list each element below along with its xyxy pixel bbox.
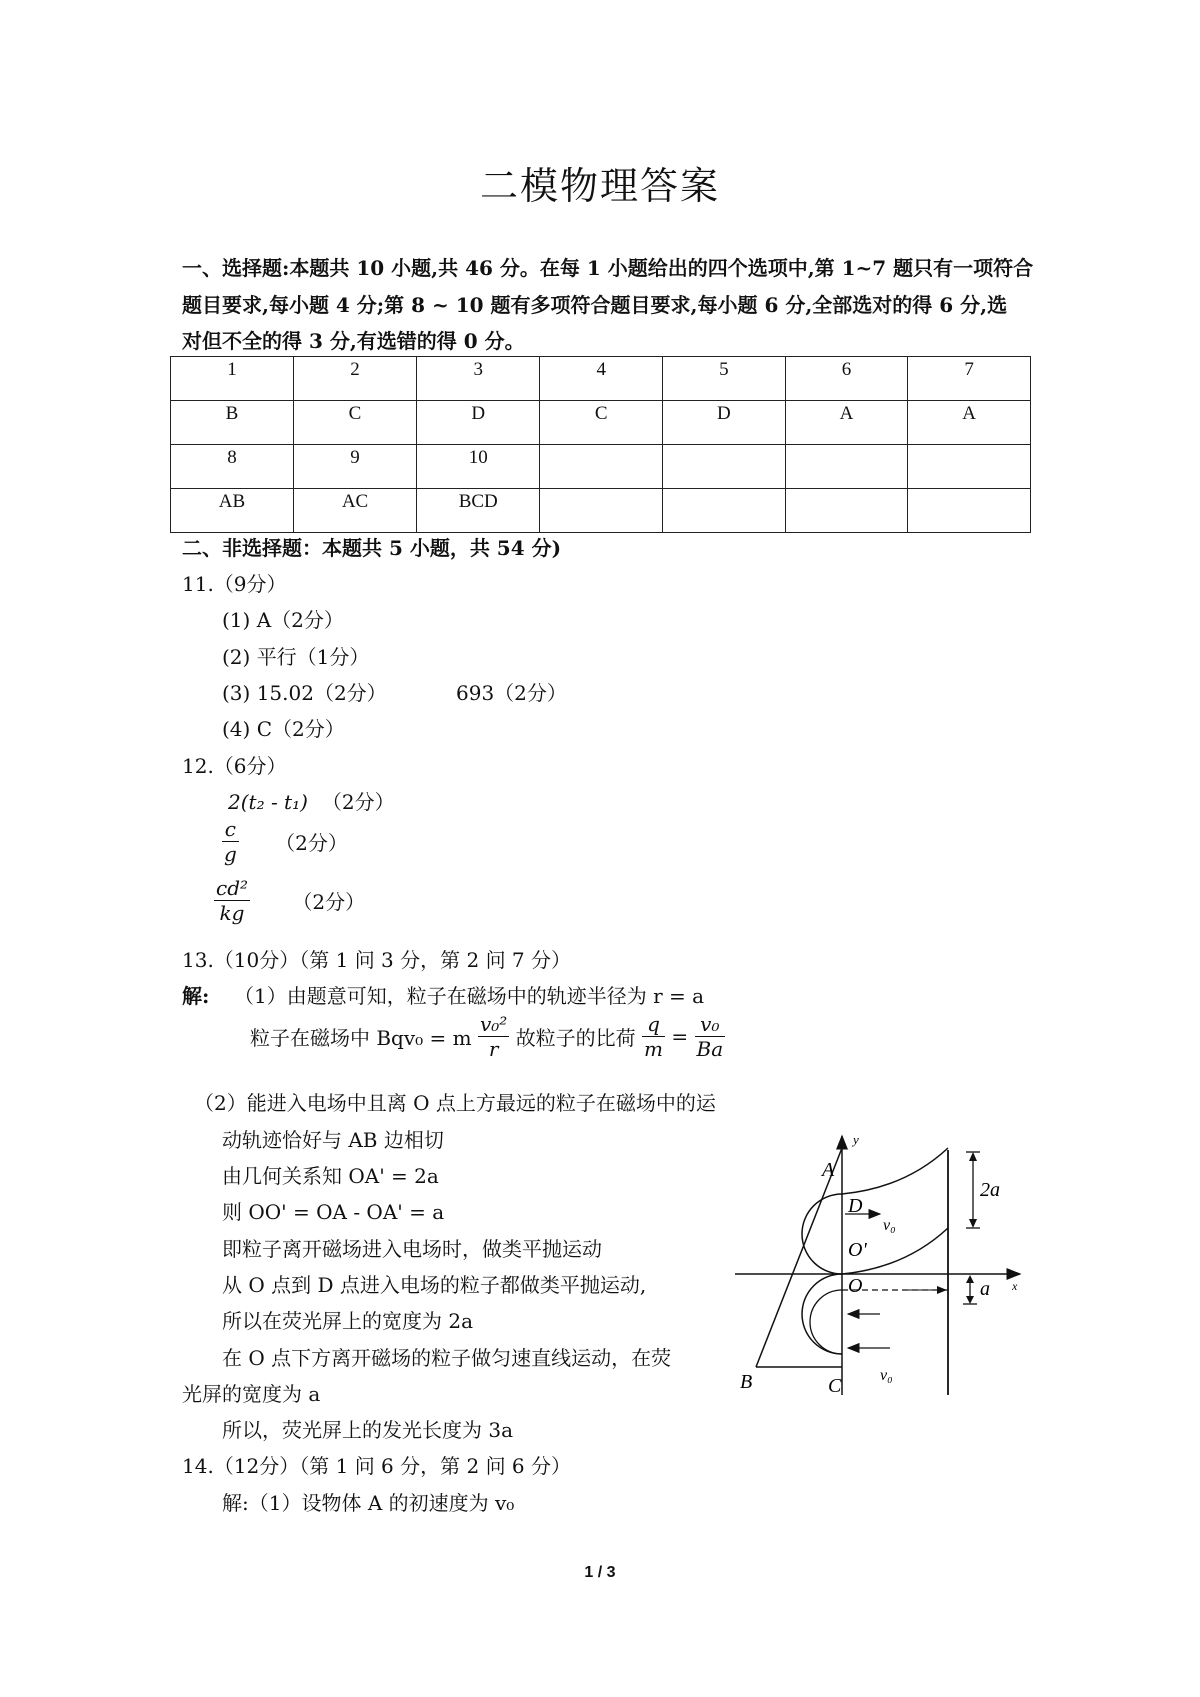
table-cell: C [540,401,663,445]
q11-p3b: 693（2分） [456,681,567,705]
answer-table [170,356,1031,533]
fraction-numerator: v₀ [695,1012,726,1037]
q13-step2-pre: 粒子在磁场中 Bqv₀ = m [250,1026,472,1050]
table-cell: A [908,401,1031,445]
table-row [171,357,1031,401]
table-cell [785,445,908,489]
q13-step1: （1）由题意可知，粒子在磁场中的轨迹半径为 r = a [234,984,705,1008]
page-number: 1 / 3 [584,1564,616,1581]
q13-step6: 则 OO' = OA - OA' = a [222,1200,445,1224]
table-cell: D [663,401,786,445]
table-cell [540,489,663,533]
table-cell: 10 [417,445,540,489]
table-cell [908,489,1031,533]
q14-step1: 解:（1）设物体 A 的初速度为 v₀ [222,1491,515,1515]
q12-answer1-score: （2分） [321,790,395,814]
q12-answer3-score: （2分） [292,890,366,914]
label-O: O [848,1275,863,1297]
q13-step5: 由几何关系知 OA' = 2a [222,1164,439,1188]
table-row [171,445,1031,489]
table-cell: D [417,401,540,445]
fraction-denominator: r [488,1037,499,1061]
q11-p1: (1) A（2分） [222,608,344,632]
label-C: C [828,1375,842,1397]
q12-answer2 [222,817,348,866]
table-cell: 1 [171,357,294,401]
q13-jie: 解: [182,984,210,1008]
q13-step7: 即粒子离开磁场进入电场时，做类平抛运动 [222,1237,602,1261]
q13-step4: 动轨迹恰好与 AB 边相切 [222,1128,444,1152]
section1-line1: 一、选择题:本题共 10 小题,共 46 分。在每 1 小题给出的四个选项中,第 1~7 题只有一项符合 [182,256,1034,280]
table-row [171,489,1031,533]
label-2a: 2a [980,1179,1000,1201]
table-cell [663,489,786,533]
parabola-top [842,1148,948,1194]
table-cell: A [785,401,908,445]
q13-step2-frac2 [642,1012,665,1061]
table-cell: 6 [785,357,908,401]
q11-p2: (2) 平行（1分） [222,645,370,669]
table-row [171,401,1031,445]
trajectory-inner [810,1290,842,1354]
table-cell: 8 [171,445,294,489]
section1-line2: 题目要求,每小题 4 分;第 8 ~ 10 题有多项符合题目要求,每小题 6 分,全部选对的得 6 分,选 [182,293,1008,317]
q14-head: 14.（12分）（第 1 问 6 分，第 2 问 6 分） [182,1454,572,1478]
label-A: A [822,1159,835,1181]
label-O-prime: O' [848,1239,867,1261]
table-cell: 3 [417,357,540,401]
table-cell [540,445,663,489]
fraction-numerator: cd² [216,876,249,900]
table-cell: C [294,401,417,445]
label-D: D [848,1195,863,1217]
magnetic-field-diagram [730,1130,1030,1400]
fraction-denominator: g [224,842,237,866]
table-cell: B [171,401,294,445]
q12-answer2-fraction [222,817,239,866]
fraction-numerator: v₀² [479,1012,508,1036]
table-cell: AB [171,489,294,533]
table-cell: 9 [294,445,417,489]
label-v0-bottom: v₀ [880,1367,893,1384]
table-cell: BCD [417,489,540,533]
q11-p4: (4) C（2分） [222,717,345,741]
section2-heading: 二、非选择题：本题共 5 小题，共 54 分) [182,536,562,560]
fraction-denominator: m [644,1037,664,1061]
q12-answer1 [228,786,395,815]
q12-answer3 [214,876,365,925]
trajectory-lower [802,1274,842,1354]
q13-step9: 所以在荧光屏上的宽度为 2a [222,1309,474,1333]
q13-step3: （2）能进入电场中且离 O 点上方最远的粒子在磁场中的运 [194,1091,716,1115]
label-x: x [1012,1279,1018,1293]
table-cell: 7 [908,357,1031,401]
table-cell: 4 [540,357,663,401]
label-a: a [980,1278,990,1300]
label-y: y [853,1132,859,1147]
q13-step12: 所以，荧光屏上的发光长度为 3a [222,1418,514,1442]
table-cell [785,489,908,533]
fraction-numerator: c [222,817,239,842]
fraction-numerator: q [642,1012,665,1037]
q13-step8: 从 O 点到 D 点进入电场的粒子都做类平抛运动, [222,1273,647,1297]
page-title: 二模物理答案 [479,164,720,208]
q12-answer1-expr: 2(t₂ - t₁) [228,790,308,814]
table-cell [663,445,786,489]
fraction-denominator: kg [219,901,245,925]
fraction-denominator: Ba [696,1037,724,1061]
table-cell [908,445,1031,489]
q13-step11: 光屏的宽度为 a [182,1382,321,1406]
q12-answer2-score: （2分） [275,831,348,855]
q11-head: 11.（9分） [182,572,287,596]
section1-line3: 对但不全的得 3 分,有选错的得 0 分。 [182,329,525,353]
q13-head: 13.（10分）（第 1 问 3 分，第 2 问 7 分） [182,948,572,972]
table-cell: 2 [294,357,417,401]
q13-step2 [250,1012,725,1061]
q13-step10: 在 O 点下方离开磁场的粒子做匀速直线运动，在荧 [222,1346,672,1370]
q13-step2-frac1 [478,1012,509,1061]
table-cell: 5 [663,357,786,401]
q13-step2-frac3 [695,1012,726,1061]
q13-step2-mid: 故粒子的比荷 [515,1026,636,1050]
label-B: B [740,1371,753,1393]
q13-step2-eq: = [671,1024,689,1049]
q11-p3a: (3) 15.02（2分） [222,681,387,705]
q12-head: 12.（6分） [182,754,287,778]
table-cell: AC [294,489,417,533]
q12-answer3-fraction [214,876,250,925]
label-v0-top: v₀ [883,1217,896,1234]
